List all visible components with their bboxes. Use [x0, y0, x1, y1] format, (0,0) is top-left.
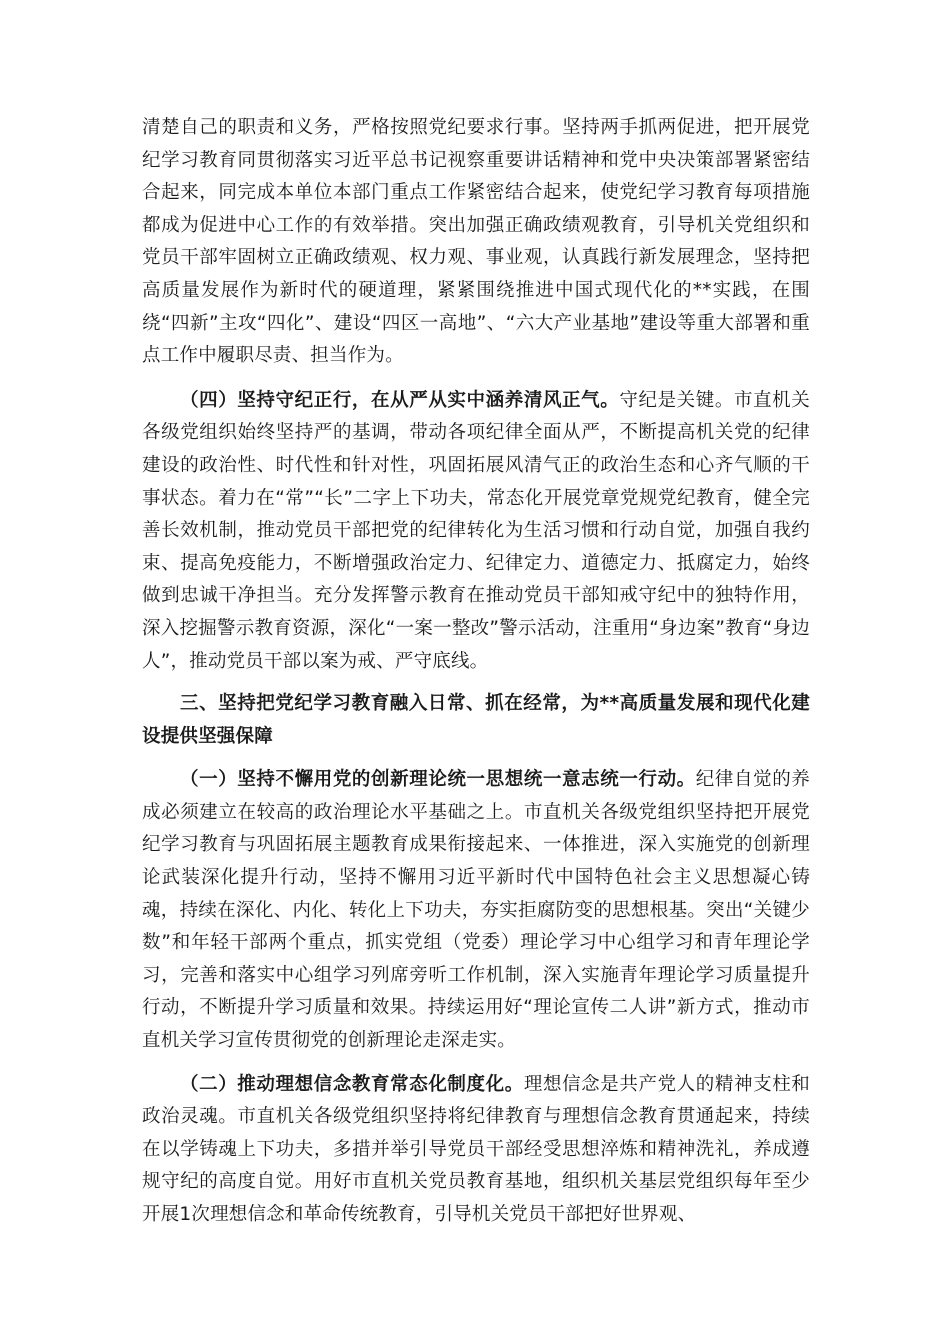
paragraph-ideals: [142, 1069, 810, 1232]
paragraph-discipline: [142, 385, 810, 678]
paragraph-body: 守纪是关键。市直机关各级党组织始终坚持严的基调，带动各项纪律全面从严，不断提高机关党的纪律建设的政治性、时代性和针对性，巩固拓展风清气正的政治生态和心齐气顺的干事状态。着力在“常”“长”二字上下功夫，常态化开展党章党规党纪教育，健全完善长效机制，推动党员干部把党的纪律转化为生活习惯和行动自觉，加强自我约束、提高免疫能力，不断增强政治定力、纪律定力、道德定力、抵腐定力，始终做到忠诚干净担当。充分发挥警示教育在推动党员干部知戒守纪中的独特作用，深入挖掘警示教育资源，深化“一案一整改”警示活动，注重用“身边案”教育“身边人”，推动党员干部以案为戒、严守底线。: [142, 389, 810, 672]
paragraph-body: 理想信念是共产党人的精神支柱和政治灵魂。市直机关各级党组织坚持将纪律教育与理想信念教育贯通起来，持续在以学铸魂上下功夫，多措并举引导党员干部经受思想淬炼和精神洗礼，养成遵规守纪的高度自觉。用好市直机关党员教育基地，组织机关基层党组织每年至少开展1次理想信念和革命传统教育，引导机关党员干部把好世界观、: [142, 1073, 810, 1225]
document-page: [142, 112, 810, 1232]
paragraph-heading: （二）推动理想信念教育常态化制度化。: [180, 1073, 524, 1095]
paragraph-theory: [142, 764, 810, 1057]
paragraph-heading: （一）坚持不懈用党的创新理论统一思想统一意志统一行动。: [180, 769, 696, 791]
paragraph-body: 纪律自觉的养成必须建立在较高的政治理论水平基础之上。市直机关各级党组织坚持把开展党纪学习教育与巩固拓展主题教育成果衔接起来、一体推进，深入实施党的创新理论武装深化提升行动，坚持不懈用习近平新时代中国特色社会主义思想凝心铸魂，持续在深化、内化、转化上下功夫，夯实拒腐防变的思想根基。突出“关键少数”和年轻干部两个重点，抓实党组（党委）理论学习中心组学习和青年理论学习，完善和落实中心组学习列席旁听工作机制，深入实施青年理论学习质量提升行动，不断提升学习质量和效果。持续运用好“理论宣传二人讲”新方式，推动市直机关学习宣传贯彻党的创新理论走深走实。: [142, 769, 810, 1052]
paragraph-duties: 清楚自己的职责和义务，严格按照党纪要求行事。坚持两手抓两促进，把开展党纪学习教育同贯彻落实习近平总书记视察重要讲话精神和党中央决策部署紧密结合起来，同完成本单位本部门重点工作紧密结合起来，使党纪学习教育每项措施都成为促进中心工作的有效举措。突出加强正确政绩观教育，引导机关党组织和党员干部牢固树立正确政绩观、权力观、事业观，认真践行新发展理念，坚持把高质量发展作为新时代的硬道理，紧紧围绕推进中国式现代化的**实践，在围绕“四新”主攻“四化”、建设“四区一高地”、“六大产业基地”建设等重大部署和重点工作中履职尽责、担当作为。: [142, 117, 810, 367]
paragraph-heading: （四）坚持守纪正行，在从严从实中涵养清风正气。: [180, 389, 620, 411]
section-title: 三、坚持把党纪学习教育融入日常、抓在经常，为**高质量发展和现代化建设提供坚强保障: [142, 693, 810, 747]
